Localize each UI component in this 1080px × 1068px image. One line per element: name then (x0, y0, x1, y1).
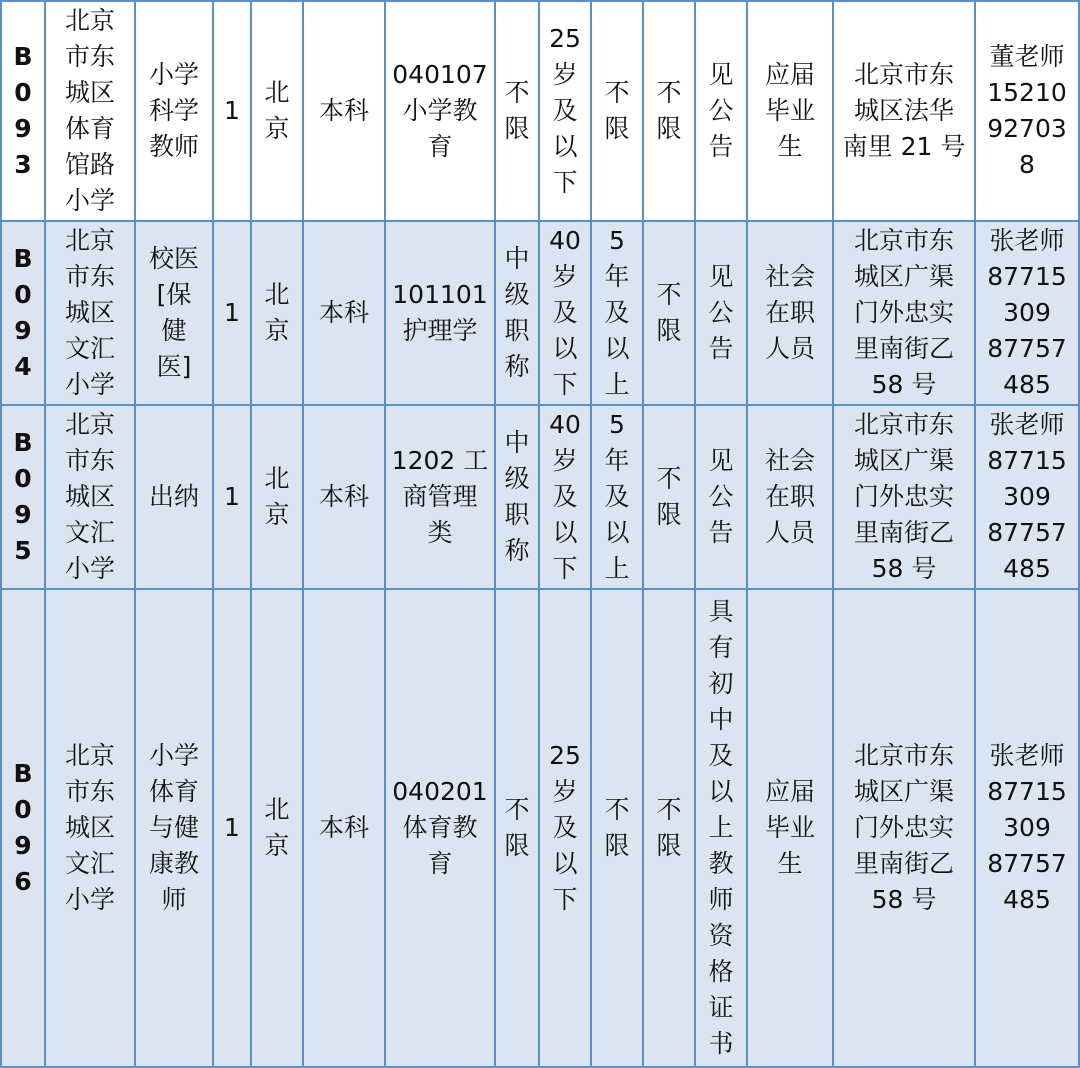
education-value: 本科 (318, 482, 369, 511)
other-requirement-line: 格 (708, 957, 734, 986)
employer-unit-line: 城区 (64, 298, 115, 327)
age-limit-line: 及 (552, 96, 578, 125)
position-name-line: 康教 (148, 849, 199, 878)
contact-line: 张老师 (989, 741, 1065, 770)
address-cell (833, 405, 975, 589)
address-line: 北京市东 (853, 60, 954, 89)
contact-line: 87757 (987, 334, 1067, 363)
other-requirement-line: 告 (708, 132, 734, 161)
professional-title-line: 称 (504, 536, 530, 565)
employer-unit-line: 馆路 (64, 150, 115, 179)
work-experience-cell (591, 589, 643, 1067)
age-limit-cell (539, 221, 591, 405)
location-line: 北 (264, 464, 290, 493)
headcount-cell (213, 221, 251, 405)
other-limit-line: 限 (656, 500, 682, 529)
work-experience-line: 年 (604, 262, 630, 291)
location-line: 北 (264, 795, 290, 824)
candidate-type-line: 社会 (764, 446, 815, 475)
work-experience-line: 上 (604, 554, 630, 583)
contact-line: 87757 (987, 518, 1067, 547)
work-experience-line: 上 (604, 370, 630, 399)
candidate-type-line: 在职 (764, 298, 815, 327)
other-limit-line: 不 (656, 280, 682, 309)
address-line: 门外忠实 (853, 298, 954, 327)
employer-unit-line: 北京 (64, 6, 115, 35)
position-name-cell (135, 589, 213, 1067)
table-row (1, 589, 1079, 1067)
employer-unit-line: 北京 (64, 410, 115, 439)
position-code-line: 0 (14, 795, 32, 824)
professional-title-line: 职 (504, 316, 530, 345)
professional-title-line: 职 (504, 500, 530, 529)
contact-line: 87757 (987, 849, 1067, 878)
other-requirement-line: 教 (708, 849, 734, 878)
other-requirement-line: 以 (708, 777, 734, 806)
age-limit-line: 40 (549, 410, 581, 439)
candidate-type-cell (747, 405, 833, 589)
position-name-line: 师 (161, 885, 187, 914)
other-requirement-line: 初 (708, 669, 734, 698)
major-line: 类 (427, 518, 453, 547)
major-cell (385, 1, 495, 221)
other-limit-cell (643, 1, 695, 221)
address-line: 58 号 (871, 885, 937, 914)
position-code-cell (1, 589, 45, 1067)
age-limit-line: 及 (552, 482, 578, 511)
other-limit-line: 限 (656, 114, 682, 143)
education-cell (303, 1, 385, 221)
age-limit-line: 40 (549, 226, 581, 255)
address-line: 58 号 (871, 554, 937, 583)
contact-line: 董老师 (989, 42, 1065, 71)
age-limit-line: 及 (552, 813, 578, 842)
position-code-line: 0 (14, 280, 32, 309)
candidate-type-line: 人员 (764, 334, 815, 363)
work-experience-line: 限 (604, 114, 630, 143)
other-requirement-cell (695, 589, 747, 1067)
professional-title-line: 中 (504, 244, 530, 273)
other-requirement-line: 见 (708, 262, 734, 291)
position-code-line: 9 (14, 500, 32, 529)
major-cell (385, 405, 495, 589)
age-limit-line: 岁 (552, 262, 578, 291)
professional-title-line: 级 (504, 464, 530, 493)
other-limit-line: 不 (656, 78, 682, 107)
age-limit-line: 以 (552, 849, 578, 878)
position-name-line: 出纳 (148, 482, 199, 511)
address-line: 北京市东 (853, 410, 954, 439)
other-limit-line: 限 (656, 316, 682, 345)
candidate-type-line: 应届 (764, 60, 815, 89)
major-line: 体育教 (402, 813, 478, 842)
other-limit-line: 不 (656, 464, 682, 493)
age-limit-line: 下 (552, 554, 578, 583)
age-limit-line: 下 (552, 370, 578, 399)
location-cell (251, 589, 303, 1067)
contact-line: 92703 (987, 114, 1067, 143)
work-experience-line: 不 (604, 78, 630, 107)
contact-line: 张老师 (989, 410, 1065, 439)
address-line: 北京市东 (853, 741, 954, 770)
work-experience-cell (591, 405, 643, 589)
other-requirement-cell (695, 405, 747, 589)
professional-title-line: 中 (504, 428, 530, 457)
headcount-cell (213, 589, 251, 1067)
contact-line: 309 (1003, 298, 1051, 327)
headcount-value: 1 (224, 96, 240, 125)
other-requirement-line: 中 (708, 705, 734, 734)
contact-line: 309 (1003, 813, 1051, 842)
professional-title-cell (495, 589, 539, 1067)
position-name-cell (135, 221, 213, 405)
candidate-type-cell (747, 1, 833, 221)
candidate-type-line: 在职 (764, 482, 815, 511)
age-limit-line: 岁 (552, 446, 578, 475)
work-experience-line: 及 (604, 298, 630, 327)
address-line: 里南街乙 (853, 849, 954, 878)
education-cell (303, 221, 385, 405)
age-limit-line: 岁 (552, 60, 578, 89)
position-code-line: 0 (14, 78, 32, 107)
position-code-line: 4 (14, 352, 32, 381)
address-line: 城区法华 (853, 96, 954, 125)
employer-unit-line: 小学 (64, 885, 115, 914)
other-requirement-line: 及 (708, 741, 734, 770)
location-line: 京 (264, 500, 290, 529)
position-name-line: 与健 (148, 813, 199, 842)
work-experience-line: 以 (604, 334, 630, 363)
address-line: 里南街乙 (853, 334, 954, 363)
contact-cell (975, 589, 1079, 1067)
position-code-cell (1, 221, 45, 405)
education-value: 本科 (318, 813, 369, 842)
other-requirement-line: 具 (708, 597, 734, 626)
professional-title-cell (495, 221, 539, 405)
professional-title-line: 不 (504, 795, 530, 824)
address-cell (833, 1, 975, 221)
employer-unit-line: 小学 (64, 370, 115, 399)
headcount-value: 1 (224, 298, 240, 327)
position-code-cell (1, 1, 45, 221)
candidate-type-cell (747, 589, 833, 1067)
age-limit-cell (539, 589, 591, 1067)
position-code-cell (1, 405, 45, 589)
contact-line: 485 (1003, 885, 1051, 914)
address-line: 城区广渠 (853, 777, 954, 806)
major-line: 101101 (392, 280, 488, 309)
position-code-line: 3 (14, 150, 32, 179)
position-code-line: B (13, 428, 33, 457)
other-requirement-line: 有 (708, 633, 734, 662)
age-limit-line: 25 (549, 24, 581, 53)
headcount-cell (213, 1, 251, 221)
address-line: 北京市东 (853, 226, 954, 255)
candidate-type-line: 应届 (764, 777, 815, 806)
education-value: 本科 (318, 298, 369, 327)
candidate-type-cell (747, 221, 833, 405)
employer-unit-line: 文汇 (64, 518, 115, 547)
position-code-line: 9 (14, 316, 32, 345)
position-code-line: B (13, 42, 33, 71)
work-experience-line: 年 (604, 446, 630, 475)
other-requirement-line: 公 (708, 96, 734, 125)
contact-line: 87715 (987, 262, 1067, 291)
address-cell (833, 221, 975, 405)
major-cell (385, 589, 495, 1067)
professional-title-cell (495, 405, 539, 589)
professional-title-line: 级 (504, 280, 530, 309)
contact-line: 87715 (987, 777, 1067, 806)
contact-line: 15210 (987, 78, 1067, 107)
major-line: 育 (427, 132, 453, 161)
work-experience-cell (591, 1, 643, 221)
position-code-line: B (13, 244, 33, 273)
location-line: 京 (264, 831, 290, 860)
contact-line: 张老师 (989, 226, 1065, 255)
address-line: 南里 21 号 (842, 132, 966, 161)
professional-title-line: 称 (504, 352, 530, 381)
other-requirement-line: 告 (708, 334, 734, 363)
location-line: 京 (264, 114, 290, 143)
employer-unit-line: 市东 (64, 777, 115, 806)
work-experience-line: 5 (609, 410, 625, 439)
employer-unit-line: 文汇 (64, 849, 115, 878)
major-line: 育 (427, 849, 453, 878)
candidate-type-line: 毕业 (764, 813, 815, 842)
age-limit-line: 以 (552, 132, 578, 161)
contact-line: 485 (1003, 554, 1051, 583)
employer-unit-line: 体育 (64, 114, 115, 143)
education-cell (303, 589, 385, 1067)
age-limit-line: 以 (552, 518, 578, 547)
position-name-line: 校医 (148, 244, 199, 273)
contact-cell (975, 221, 1079, 405)
location-cell (251, 405, 303, 589)
other-limit-line: 不 (656, 795, 682, 824)
other-requirement-line: 书 (708, 1029, 734, 1058)
position-name-line: 医] (156, 352, 192, 381)
major-line: 商管理 (402, 482, 478, 511)
major-line: 护理学 (402, 316, 478, 345)
position-name-line: 小学 (148, 741, 199, 770)
table-row (1, 405, 1079, 589)
location-line: 北 (264, 78, 290, 107)
professional-title-line: 限 (504, 114, 530, 143)
age-limit-cell (539, 405, 591, 589)
other-requirement-line: 告 (708, 518, 734, 547)
other-requirement-line: 公 (708, 298, 734, 327)
work-experience-line: 不 (604, 795, 630, 824)
headcount-cell (213, 405, 251, 589)
professional-title-line: 不 (504, 78, 530, 107)
employer-unit-cell (45, 589, 135, 1067)
employer-unit-line: 城区 (64, 813, 115, 842)
major-line: 040107 (392, 60, 488, 89)
address-line: 门外忠实 (853, 482, 954, 511)
address-line: 城区广渠 (853, 446, 954, 475)
other-requirement-line: 师 (708, 885, 734, 914)
contact-cell (975, 1, 1079, 221)
age-limit-line: 下 (552, 168, 578, 197)
work-experience-line: 5 (609, 226, 625, 255)
other-requirement-line: 见 (708, 446, 734, 475)
age-limit-line: 及 (552, 298, 578, 327)
contact-cell (975, 405, 1079, 589)
contact-line: 8 (1019, 150, 1035, 179)
position-name-cell (135, 1, 213, 221)
position-code-line: B (13, 759, 33, 788)
address-line: 58 号 (871, 370, 937, 399)
major-line: 040201 (392, 777, 488, 806)
position-name-line: 小学 (148, 60, 199, 89)
other-limit-cell (643, 405, 695, 589)
other-requirement-line: 资 (708, 921, 734, 950)
major-line: 小学教 (402, 96, 478, 125)
major-line: 1202 工 (391, 446, 489, 475)
employer-unit-line: 北京 (64, 226, 115, 255)
address-line: 城区广渠 (853, 262, 954, 291)
age-limit-line: 岁 (552, 777, 578, 806)
position-name-line: 健 (161, 316, 187, 345)
other-requirement-line: 证 (708, 993, 734, 1022)
position-name-line: 教师 (148, 132, 199, 161)
other-requirement-line: 公 (708, 482, 734, 511)
age-limit-line: 以 (552, 334, 578, 363)
age-limit-cell (539, 1, 591, 221)
other-limit-cell (643, 221, 695, 405)
position-code-line: 9 (14, 831, 32, 860)
location-line: 北 (264, 280, 290, 309)
employer-unit-line: 文汇 (64, 334, 115, 363)
employer-unit-cell (45, 221, 135, 405)
other-requirement-cell (695, 1, 747, 221)
employer-unit-cell (45, 405, 135, 589)
professional-title-cell (495, 1, 539, 221)
contact-line: 485 (1003, 370, 1051, 399)
candidate-type-line: 人员 (764, 518, 815, 547)
employer-unit-line: 市东 (64, 446, 115, 475)
work-experience-cell (591, 221, 643, 405)
position-name-line: 体育 (148, 777, 199, 806)
other-limit-cell (643, 589, 695, 1067)
position-name-line: [保 (156, 280, 192, 309)
contact-line: 87715 (987, 446, 1067, 475)
age-limit-line: 下 (552, 885, 578, 914)
other-requirement-cell (695, 221, 747, 405)
employer-unit-line: 小学 (64, 554, 115, 583)
professional-title-line: 限 (504, 831, 530, 860)
other-requirement-line: 见 (708, 60, 734, 89)
candidate-type-line: 生 (777, 849, 803, 878)
contact-line: 309 (1003, 482, 1051, 511)
other-limit-line: 限 (656, 831, 682, 860)
candidate-type-line: 社会 (764, 262, 815, 291)
headcount-value: 1 (224, 482, 240, 511)
candidate-type-line: 毕业 (764, 96, 815, 125)
position-name-line: 科学 (148, 96, 199, 125)
address-line: 门外忠实 (853, 813, 954, 842)
position-code-line: 5 (14, 536, 32, 565)
major-cell (385, 221, 495, 405)
age-limit-line: 25 (549, 741, 581, 770)
position-code-line: 9 (14, 114, 32, 143)
employer-unit-line: 市东 (64, 42, 115, 71)
address-cell (833, 589, 975, 1067)
location-cell (251, 1, 303, 221)
candidate-type-line: 生 (777, 132, 803, 161)
employer-unit-line: 小学 (64, 186, 115, 215)
employer-unit-line: 北京 (64, 741, 115, 770)
work-experience-line: 限 (604, 831, 630, 860)
work-experience-line: 及 (604, 482, 630, 511)
position-name-cell (135, 405, 213, 589)
location-cell (251, 221, 303, 405)
employer-unit-line: 城区 (64, 78, 115, 107)
work-experience-line: 以 (604, 518, 630, 547)
position-code-line: 0 (14, 464, 32, 493)
headcount-value: 1 (224, 813, 240, 842)
address-line: 里南街乙 (853, 518, 954, 547)
table-row (1, 221, 1079, 405)
employer-unit-line: 城区 (64, 482, 115, 511)
position-code-line: 6 (14, 867, 32, 896)
other-requirement-line: 上 (708, 813, 734, 842)
employer-unit-cell (45, 1, 135, 221)
education-cell (303, 405, 385, 589)
education-value: 本科 (318, 96, 369, 125)
location-line: 京 (264, 316, 290, 345)
employer-unit-line: 市东 (64, 262, 115, 291)
table-row (1, 1, 1079, 221)
